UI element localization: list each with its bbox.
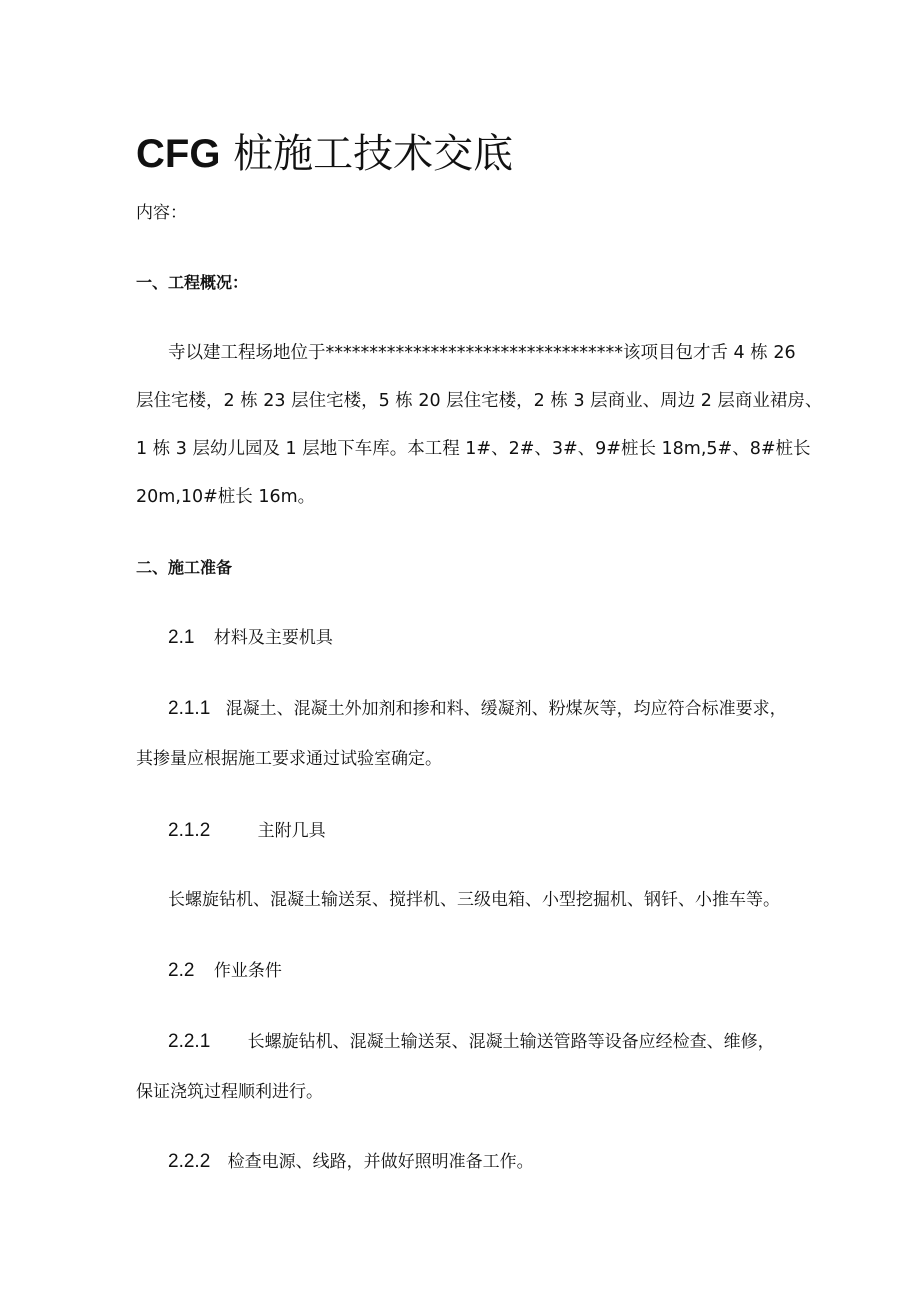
subsection-2-2-2: [168, 1151, 534, 1173]
subsection-2-2-1-number: 2.2.1: [168, 1031, 211, 1052]
subsection-2-1: [168, 627, 333, 649]
subsection-2-1-2: [168, 820, 326, 842]
subsection-2-2-1: [168, 1031, 775, 1053]
section1-line-3: 1 栋 3 层幼儿园及 1 层地下车库。本工程 1#、2#、3#、9#桩长 18m,5#、8#桩长: [136, 439, 811, 459]
subsection-2-1-number: 2.1: [168, 627, 195, 648]
subsection-2-2-1-line-2: 保证浇筑过程顺利进行。: [136, 1082, 323, 1102]
subsection-2-1-2-line: 长螺旋钻机、混凝土输送泵、搅拌机、三级电箱、小型挖掘机、钢钎、小推车等。: [168, 890, 780, 910]
subsection-2-1-label: 材料及主要机具: [213, 628, 333, 648]
subsection-2-2-2-number: 2.2.2: [168, 1151, 211, 1172]
subsection-2-1-2-label: 主附几具: [257, 821, 326, 841]
subsection-2-2-1-line-1: 长螺旋钻机、混凝土输送泵、混凝土输送管路等设备应经检查、维修，: [247, 1032, 775, 1052]
title-cjk: 桩施工技术交底: [233, 131, 514, 177]
section1-line-1: 寺以建工程场地位于**********************************该项目包才舌 4 栋 26: [168, 343, 796, 363]
subsection-2-1-1: [168, 698, 787, 720]
section1-line-4: 20m,10#桩长 16m。: [136, 487, 316, 507]
section1-heading: 一、工程概况：: [136, 273, 249, 292]
subsection-2-2-2-line: 检查电源、线路，并做好照明准备工作。: [227, 1152, 534, 1172]
subsection-2-1-1-line-2: 其掺量应根据施工要求通过试验室确定。: [136, 749, 442, 769]
section1-line-2: 层住宅楼，2 栋 23 层住宅楼，5 栋 20 层住宅楼，2 栋 3 层商业、周边 2 层商业裙房、: [136, 391, 823, 411]
document-title: [136, 128, 513, 180]
title-latin: CFG: [136, 132, 221, 176]
subsection-2-2-label: 作业条件: [213, 961, 282, 981]
subsection-2-1-2-number: 2.1.2: [168, 820, 211, 841]
section2-heading: 二、施工准备: [136, 558, 233, 577]
subsection-2-1-1-number: 2.1.1: [168, 698, 211, 719]
subsection-2-2: [168, 960, 282, 982]
contents-label: 内容：: [136, 203, 187, 223]
subsection-2-2-number: 2.2: [168, 960, 195, 981]
subsection-2-1-1-line-1: 混凝土、混凝土外加剂和掺和料、缓凝剂、粉煤灰等，均应符合标准要求，: [225, 699, 787, 719]
